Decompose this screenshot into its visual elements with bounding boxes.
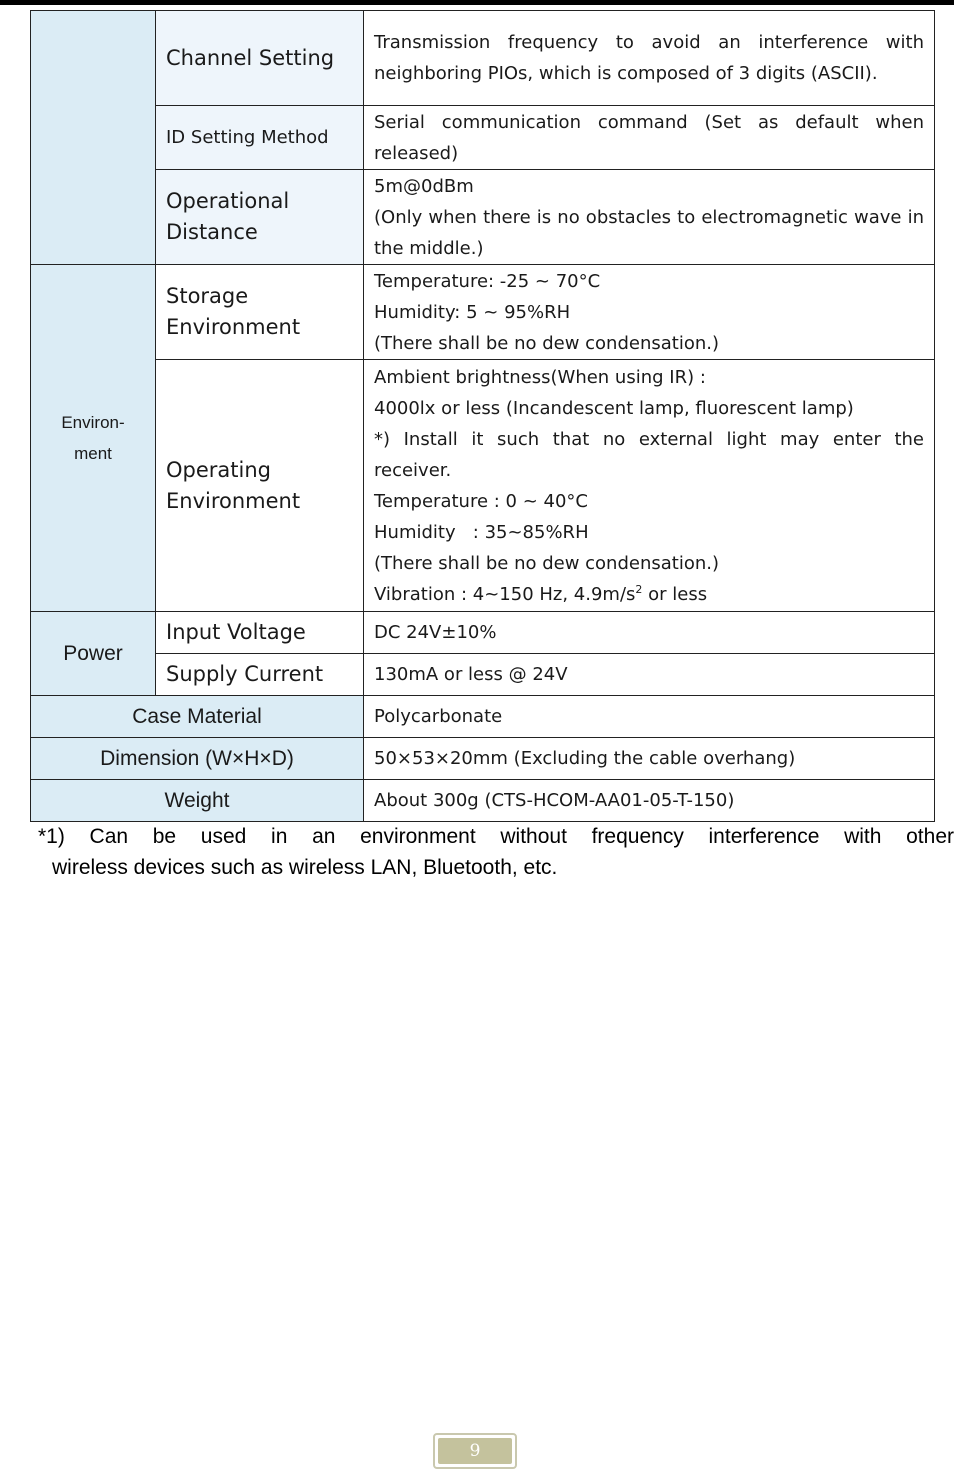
environment-category-line: Environ-	[61, 413, 125, 432]
category-cell-empty	[31, 11, 156, 265]
table-row	[31, 738, 935, 780]
table-row	[31, 265, 935, 360]
operating-environment-value	[364, 360, 935, 612]
supply-current-value: 130mA or less @ 24V	[364, 654, 935, 696]
page-number: 9	[438, 1438, 512, 1464]
environment-category-line: ment	[74, 444, 112, 463]
weight-value: About 300g (CTS-HCOM-AA01-05-T-150)	[364, 780, 935, 822]
table-row	[31, 360, 935, 612]
table-row	[31, 106, 935, 170]
table-row	[31, 654, 935, 696]
operational-distance-label-line: Operational	[166, 189, 290, 213]
vibration-superscript: 2	[635, 582, 643, 596]
table-row	[31, 170, 935, 265]
operational-distance-label-line: Distance	[166, 220, 258, 244]
table-row	[31, 780, 935, 822]
top-rule	[0, 0, 954, 5]
storage-line: Humidity: 5 ~ 95%RH	[374, 301, 571, 323]
storage-environment-label-line: Storage	[166, 284, 249, 308]
channel-setting-label: Channel Setting	[156, 11, 364, 106]
storage-environment-value	[364, 265, 935, 360]
table-row	[31, 696, 935, 738]
channel-setting-value: Transmission frequency to avoid an interference with neighboring PIOs, which is composed of 3 digits (ASCII).	[364, 11, 935, 106]
operational-distance-label	[156, 170, 364, 265]
operating-line: Temperature : 0 ~ 40°C	[374, 490, 588, 512]
case-material-label: Case Material	[31, 696, 364, 738]
dimension-label: Dimension (W×H×D)	[31, 738, 364, 780]
input-voltage-label: Input Voltage	[156, 612, 364, 654]
storage-line: (There shall be no dew condensation.)	[374, 332, 720, 354]
page-number-badge	[433, 1433, 517, 1469]
operating-line-vibration	[374, 579, 924, 610]
operating-line: *) Install it such that no external light may enter the receiver.	[374, 428, 924, 481]
operating-environment-label-line: Environment	[166, 488, 301, 513]
footnote-line: *1) Can be used in an environment without frequency interference with other	[38, 825, 954, 848]
vibration-text: Vibration : 4~150 Hz, 4.9m/s	[374, 583, 636, 605]
environment-category	[31, 265, 156, 612]
footnote	[38, 821, 954, 883]
operating-line: Ambient brightness(When using IR) :	[374, 366, 706, 388]
operational-distance-value	[364, 170, 935, 265]
footnote-line: wireless devices such as wireless LAN, Bluetooth, etc.	[52, 856, 558, 879]
table-row	[31, 612, 935, 654]
operating-environment-label	[156, 360, 364, 612]
operational-distance-line: (Only when there is no obstacles to electromagnetic wave in the middle.)	[374, 206, 924, 259]
id-setting-method-label: ID Setting Method	[156, 106, 364, 170]
storage-environment-label-line: Environment	[166, 315, 301, 339]
case-material-value: Polycarbonate	[364, 696, 935, 738]
operating-line: 4000lx or less (Incandescent lamp, fluorescent lamp)	[374, 397, 854, 419]
table-row	[31, 11, 935, 106]
dimension-value: 50×53×20mm (Excluding the cable overhang)	[364, 738, 935, 780]
id-setting-method-value: Serial communication command (Set as default when released)	[364, 106, 935, 170]
storage-environment-label	[156, 265, 364, 360]
vibration-suffix: or less	[642, 583, 708, 605]
operating-environment-label-line: Operating	[166, 457, 271, 482]
storage-line: Temperature: -25 ~ 70°C	[374, 270, 601, 292]
weight-label: Weight	[31, 780, 364, 822]
spec-table	[30, 10, 935, 822]
operating-line: Humidity : 35~85%RH	[374, 521, 589, 543]
operational-distance-line: 5m@0dBm	[374, 175, 474, 197]
supply-current-label: Supply Current	[156, 654, 364, 696]
power-category: Power	[31, 612, 156, 696]
operating-line: (There shall be no dew condensation.)	[374, 552, 720, 574]
input-voltage-value: DC 24V±10%	[364, 612, 935, 654]
